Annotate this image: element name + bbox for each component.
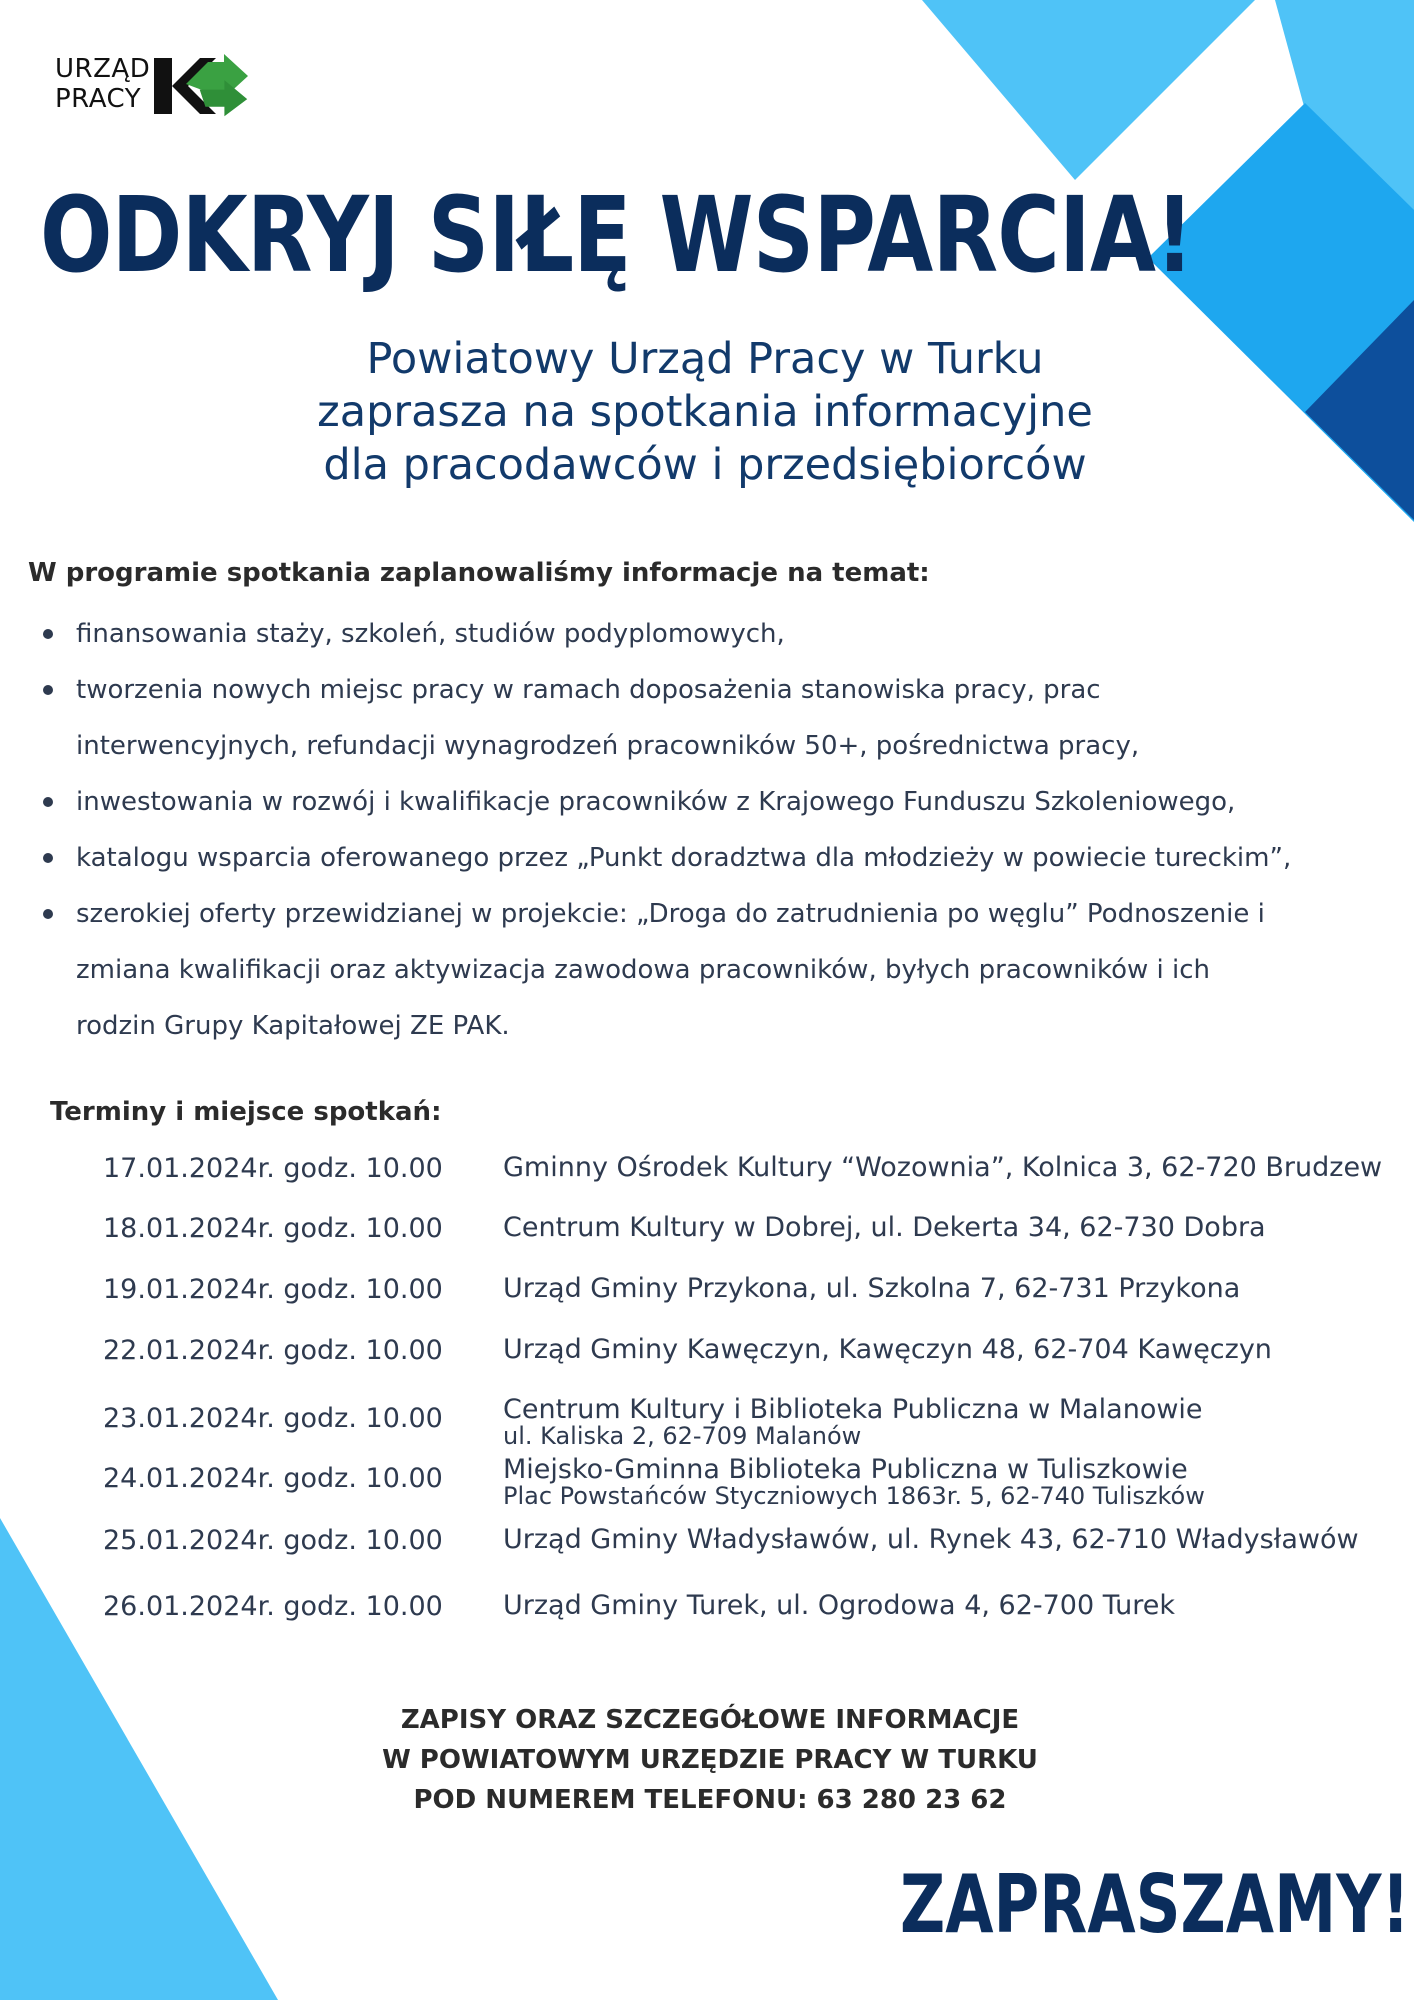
bullet-icon [43, 629, 53, 639]
headline: ODKRYJ SIŁĘ WSPARCIA! [40, 174, 1194, 296]
program-item [40, 662, 1380, 774]
meeting-place [503, 1274, 1240, 1304]
subtitle [240, 333, 1170, 492]
program-item-line: finansowania staży, szkoleń, studiów podyplomowych, [76, 619, 785, 649]
program-item [40, 774, 1380, 830]
meeting-date: 25.01.2024r. godz. 10.00 [103, 1525, 443, 1556]
top-diamond-light [922, 0, 1255, 180]
meeting-place [503, 1591, 1175, 1621]
meeting-date: 19.01.2024r. godz. 10.00 [103, 1274, 443, 1305]
program-item-line: rodzin Grupy Kapitałowej ZE PAK. [76, 1011, 510, 1041]
logo-arrow-icon [152, 50, 272, 122]
meeting-place [503, 1153, 1382, 1183]
program-item [40, 606, 1380, 662]
meeting-place [503, 1525, 1359, 1555]
meeting-date: 22.01.2024r. godz. 10.00 [103, 1335, 443, 1366]
meeting-place-name: Urząd Gminy Przykona, ul. Szkolna 7, 62-731 Przykona [503, 1273, 1241, 1304]
bullet-icon [43, 685, 53, 695]
subtitle-line-2: zaprasza na spotkania informacyjne [317, 387, 1093, 437]
meeting-date: 26.01.2024r. godz. 10.00 [103, 1591, 443, 1622]
logo [52, 50, 272, 122]
program-item-line: szerokiej oferty przewidzianej w projekcie: „Droga do zatrudnienia po węglu” Podnoszenie i [76, 899, 1265, 929]
bullet-icon [43, 853, 53, 863]
bullet-icon [43, 909, 53, 919]
meeting-date: 17.01.2024r. godz. 10.00 [103, 1153, 443, 1184]
meeting-place [503, 1213, 1266, 1243]
closing-call: ZAPRASZAMY! [900, 1858, 1410, 1951]
logo-text [55, 54, 150, 114]
program-list [40, 606, 1380, 1054]
contact-line-1: ZAPISY ORAZ SZCZEGÓŁOWE INFORMACJE [400, 1705, 1020, 1735]
meeting-place-address: Plac Powstańców Styczniowych 1863r. 5, 62-740 Tuliszków [503, 1482, 1205, 1510]
logo-line-2: PRACY [55, 84, 142, 114]
contact-line-2: W POWIATOWYM URZĘDZIE PRACY W TURKU [382, 1745, 1038, 1775]
program-item [40, 886, 1380, 1054]
program-item [40, 830, 1380, 886]
meeting-place-name: Urząd Gminy Kawęczyn, Kawęczyn 48, 62-704 Kawęczyn [503, 1334, 1272, 1365]
meeting-place-name: Urząd Gminy Władysławów, ul. Rynek 43, 62-710 Władysławów [503, 1524, 1359, 1555]
subtitle-line-1: Powiatowy Urząd Pracy w Turku [366, 334, 1044, 384]
meeting-place-name: Centrum Kultury w Dobrej, ul. Dekerta 34, 62-730 Dobra [503, 1212, 1266, 1243]
program-heading: W programie spotkania zaplanowaliśmy informacje na temat: [28, 558, 930, 588]
meeting-place-name: Miejsko-Gminna Biblioteka Publiczna w Tuliszkowie [503, 1454, 1188, 1485]
meeting-place-address: ul. Kaliska 2, 62-709 Malanów [503, 1422, 862, 1450]
subtitle-line-3: dla pracodawców i przedsiębiorców [323, 440, 1087, 490]
bullet-icon [43, 797, 53, 807]
meeting-place-name: Centrum Kultury i Biblioteka Publiczna w Malanowie [503, 1394, 1203, 1425]
contact-line-3: POD NUMEREM TELEFONU: 63 280 23 62 [413, 1785, 1007, 1815]
program-item-line: zmiana kwalifikacji oraz aktywizacja zawodowa pracowników, byłych pracowników i ich [76, 955, 1211, 985]
meeting-date: 18.01.2024r. godz. 10.00 [103, 1213, 443, 1244]
meeting-date: 23.01.2024r. godz. 10.00 [103, 1403, 443, 1434]
meeting-place [503, 1454, 1205, 1510]
program-item-line: tworzenia nowych miejsc pracy w ramach doposażenia stanowiska pracy, prac [76, 675, 1101, 705]
program-item-line: interwencyjnych, refundacji wynagrodzeń pracowników 50+, pośrednictwa pracy, [76, 731, 1140, 761]
meeting-date: 24.01.2024r. godz. 10.00 [103, 1463, 443, 1494]
meeting-place [503, 1394, 1203, 1450]
program-item-line: inwestowania w rozwój i kwalifikacje pracowników z Krajowego Funduszu Szkoleniowego, [76, 787, 1236, 817]
meeting-place-name: Urząd Gminy Turek, ul. Ogrodowa 4, 62-700 Turek [503, 1590, 1176, 1621]
logo-line-1: URZĄD [55, 54, 151, 84]
contact-info [360, 1700, 1060, 1820]
meeting-place [503, 1335, 1272, 1365]
meeting-place-name: Gminny Ośrodek Kultury “Wozownia”, Kolnica 3, 62-720 Brudzew [503, 1152, 1383, 1183]
program-item-line: katalogu wsparcia oferowanego przez „Punkt doradztwa dla młodzieży w powiecie tureckim”, [76, 843, 1292, 873]
schedule-heading: Terminy i miejsce spotkań: [50, 1097, 442, 1127]
